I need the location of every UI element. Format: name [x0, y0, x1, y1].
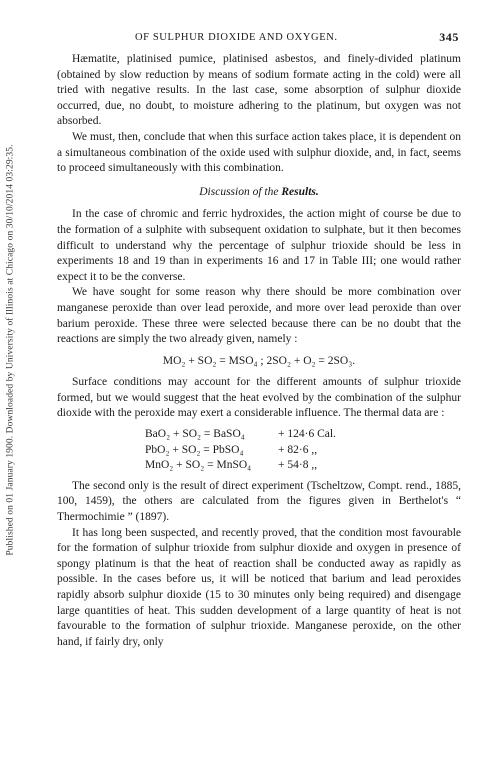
running-title: OF SULPHUR DIOXIDE AND OXYGEN. — [135, 32, 338, 43]
section-heading — [57, 185, 461, 201]
thermal-heat: + 124·6 Cal. — [278, 428, 336, 441]
paragraph-6: The second only is the result of direct experiment (Tscheltzow, Compt. rend., 1885, 100, 1459), the others are calculated from the figures given in Berthelot's “ Thermochimie ” (1897). — [57, 479, 461, 524]
section-heading-part-1: Discussion of the — [199, 185, 282, 198]
thermal-heat: + 82·6 ,, — [278, 443, 318, 456]
article-body — [57, 52, 461, 650]
page — [57, 30, 461, 650]
paragraph-4: We have sought for some reason why there should be more combination over manganese peroxide than over lead peroxide, and more over lead peroxide than over barium peroxide. These three were selected because there can be no doubt that the reactions are simply the two already given, namely : — [57, 286, 461, 346]
thermal-row — [145, 427, 461, 443]
paragraph-1: Hæmatite, platinised pumice, platinised asbestos, and finely-divided platinum (obtained by slow reduction by means of sodium formate acting in the cold) were all tried with negative results. In the last case, some absorption of sulphur dioxide occurred, due, no doubt, to moisture adhering to the platinum, but oxygen was not absorbed. — [57, 53, 461, 128]
equation-peroxide-reactions: MO₂ + SO₂ = MSO₄ ; 2SO₂ + O₂ = 2SO₃. — [162, 354, 356, 367]
thermal-heat: + 54·8 ,, — [278, 459, 318, 472]
thermal-reaction: BaO₂ + SO₂ = BaSO₄ — [145, 428, 245, 441]
paragraph-3: In the case of chromic and ferric hydroxides, the action might of course be due to the formation of a sulphite with subsequent oxidation to sulphate, but it then becomes difficult to understand why the percentage of sulphur trioxide should be less in experiments 18 and 19 than in experiments 16 and 17 in Table III; one would rather expect it to be the converse. — [57, 208, 461, 283]
thermal-data-table — [145, 427, 461, 474]
thermal-reaction: PbO₂ + SO₂ = PbSO₄ — [145, 443, 244, 456]
page-number: 345 — [439, 30, 459, 44]
thermal-reaction: MnO₂ + SO₂ = MnSO₄ — [145, 459, 252, 472]
running-header — [57, 30, 461, 48]
paragraph-5: Surface conditions may account for the different amounts of sulphur trioxide formed, but we would suggest that the heat evolved by the combination of the sulphur dioxide with the peroxide may exert a considerable influence. The thermal data are : — [57, 376, 461, 420]
thermal-row — [145, 458, 461, 474]
section-heading-part-2: Results. — [281, 185, 319, 198]
paragraph-7: It has long been suspected, and recently proved, that the condition most favourable for the formation of sulphur trioxide from sulphur dioxide and oxygen in presence of spongy platinum is that the heat of reaction shall be conducted away as rapidly as possible. In the cases before us, it will be noticed that barium and lead peroxides rapidly absorb sulphur dioxide (15 to 30 minutes only being required) and disengage large quantities of heat. This sudden development of a large quantity of heat is not favourable to the formation of sulphur trioxide. Manganese peroxide, on the other hand, if fairly dry, only — [57, 526, 461, 648]
download-watermark — [4, 30, 18, 670]
paragraph-2: We must, then, conclude that when this surface action takes place, it is dependent on a simultaneous combination of the oxide used with sulphur dioxide, and, in fact, seems to proceed simultaneously with this combination. — [57, 130, 461, 175]
watermark-text: Published on 01 January 1900. Downloaded by University of Illinois at Chicago on 30/10/2014 03:29:35. — [6, 144, 16, 556]
thermal-row — [145, 443, 461, 459]
